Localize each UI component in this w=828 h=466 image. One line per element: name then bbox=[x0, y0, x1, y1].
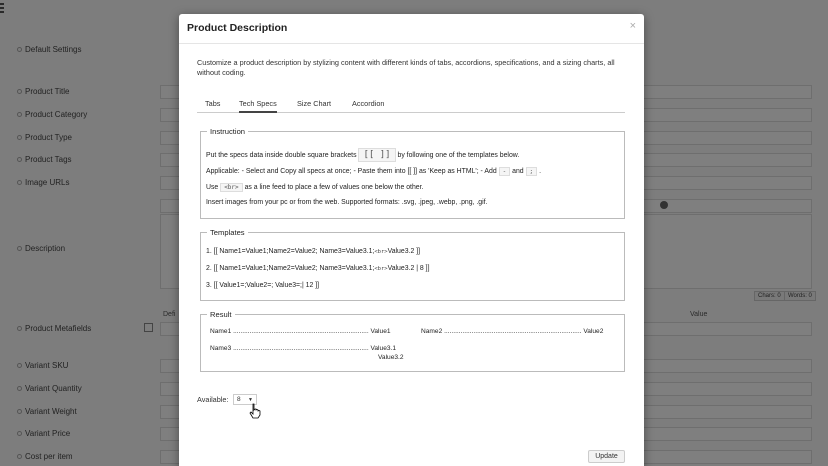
modal-title: Product Description bbox=[187, 22, 288, 34]
update-button[interactable]: Update bbox=[588, 450, 625, 463]
semicolon-code: ; bbox=[526, 167, 538, 176]
result-legend: Result bbox=[210, 310, 232, 319]
result-name1: Name1 .......................................................................... Value1 bbox=[210, 328, 391, 335]
instruction-line-3-text-b: as a line feed to place a few of values one below the other. bbox=[244, 184, 424, 191]
tab-accordion[interactable]: Accordion bbox=[352, 99, 385, 108]
template-1 bbox=[206, 248, 420, 255]
instruction-line-1-text: Put the specs data inside double square brackets bbox=[206, 152, 357, 159]
modal-header bbox=[179, 14, 644, 44]
tab-tech-specs[interactable]: Tech Specs bbox=[239, 99, 277, 113]
templates-legend: Templates bbox=[210, 228, 245, 237]
modal-intro: Customize a product description by stylizing content with different kinds of tabs, accordions, specifications, and a sizing charts, all without coding. bbox=[197, 58, 615, 77]
template-1-text: 1. [[ Name1=Value1;Name2=Value2; Name3=Value3.1; bbox=[206, 248, 375, 255]
instruction-line-4: Insert images from your pc or from the web. Supported formats: .svg, .jpeg, .webp, .png, .gif. bbox=[206, 199, 488, 206]
tab-tabs[interactable]: Tabs bbox=[205, 99, 221, 108]
result-value32: Value3.2 bbox=[378, 354, 404, 361]
template-2-text: 2. [[ Name1=Value1;Name2=Value2; Name3=Value3.1; bbox=[206, 265, 375, 272]
result-name2: Name2 ........................................................................... Value2 bbox=[421, 328, 604, 335]
tab-bar bbox=[197, 97, 625, 113]
result-box bbox=[200, 310, 625, 372]
template-1-text-b: Value3.2 ]] bbox=[387, 248, 421, 255]
instruction-line-2-end: . bbox=[539, 168, 542, 175]
template-2-text-b: Value3.2 | 8 ]] bbox=[387, 265, 430, 272]
tab-size-chart[interactable]: Size Chart bbox=[297, 99, 332, 108]
template-2 bbox=[206, 265, 430, 272]
instruction-line-1-text-b: by following one of the templates below. bbox=[397, 152, 520, 159]
available-value: 8 bbox=[237, 396, 241, 403]
hand-cursor-icon bbox=[249, 403, 261, 419]
instruction-box bbox=[200, 127, 625, 219]
chevron-down-icon: ▼ bbox=[248, 397, 253, 403]
templates-box bbox=[200, 228, 625, 301]
instruction-line-3 bbox=[206, 183, 423, 192]
product-description-modal bbox=[179, 14, 644, 466]
template-1-br: <br> bbox=[374, 249, 388, 255]
instruction-line-2-text: Applicable: - Select and Copy all specs at once; - Paste them into [[ ]] as 'Keep as HTML'; - Add bbox=[206, 168, 497, 175]
instruction-line-1 bbox=[206, 148, 519, 162]
template-3: 3. [[ Value1=;Value2=; Value3=;| 12 ]] bbox=[206, 282, 320, 289]
instruction-line-2 bbox=[206, 167, 541, 176]
instruction-line-2-and: and bbox=[512, 168, 524, 175]
available-label: Available: bbox=[197, 395, 229, 404]
template-2-br: <br> bbox=[374, 266, 388, 272]
brackets-code: [[ ]] bbox=[358, 148, 395, 162]
instruction-legend: Instruction bbox=[210, 127, 246, 136]
dash-code: - bbox=[499, 167, 511, 176]
close-icon[interactable]: × bbox=[629, 20, 636, 32]
instruction-line-3-text: Use bbox=[206, 184, 219, 191]
br-code: <br> bbox=[220, 183, 242, 192]
result-name3: Name3 .......................................................................... Value3.1 bbox=[210, 345, 397, 352]
